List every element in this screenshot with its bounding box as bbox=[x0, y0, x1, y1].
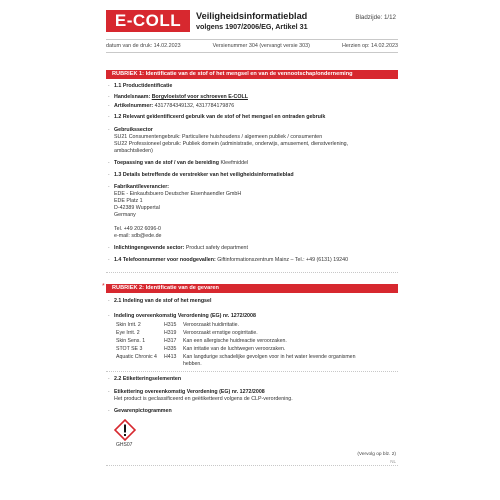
labelling-label: Etikettering overeenkomstig Verordening (EG) nr. 1272/2008 bbox=[114, 389, 265, 395]
hazard-text-cont: hebben. bbox=[183, 361, 202, 367]
bullet: · bbox=[108, 172, 110, 178]
hazard-text: Kan een allergische huidreactie veroorzaken. bbox=[183, 338, 287, 344]
address-line-1: EDE - Einkaufsbuero Deutscher Eisenhaendler GmbH bbox=[114, 191, 242, 197]
info-sector-row bbox=[114, 245, 248, 252]
article-number-row bbox=[114, 103, 234, 110]
divider bbox=[106, 52, 398, 53]
su21-line: SU21 Consumentengebruik: Particuliere huishoudens / algemeen publiek / consumenten bbox=[114, 134, 323, 140]
heading-2-2: 2.2 Etiketteringselementen bbox=[114, 376, 182, 382]
bullet: · bbox=[108, 83, 110, 89]
bullet: · bbox=[108, 184, 110, 190]
version-number: Versienummer 304 (vervangt versie 303) bbox=[212, 43, 310, 49]
manufacturer-label: Fabrikant/leverancier: bbox=[114, 184, 170, 190]
hazard-class: Eye Irrit. 2 bbox=[116, 330, 140, 336]
hazard-text: Veroorzaakt ernstige oogirritatie. bbox=[183, 330, 258, 336]
hazard-text: Veroorzaakt huidirritatie. bbox=[183, 322, 239, 328]
document-title: Veiligheidsinformatieblad bbox=[196, 11, 308, 21]
bullet: · bbox=[108, 114, 110, 120]
hazard-class: Skin Irrit. 2 bbox=[116, 322, 141, 328]
hazard-text: Kan irritatie van de luchtwegen veroorzaken. bbox=[183, 346, 286, 352]
hazard-class: STOT SE 3 bbox=[116, 346, 143, 352]
ghs07-exclamation-icon bbox=[114, 419, 136, 441]
hazard-code: H335 bbox=[164, 346, 177, 352]
bullet: · bbox=[108, 245, 110, 251]
document-subtitle: volgens 1907/2006/EG, Artikel 31 bbox=[196, 22, 308, 31]
address-line-4: Germany bbox=[114, 212, 136, 218]
bullet: · bbox=[108, 103, 110, 109]
continued-note: (Vervolg op blz. 2) bbox=[357, 452, 396, 457]
info-sector-value: Product safety department bbox=[185, 245, 248, 251]
labelling-text: Het product is geclassificeerd en geëtiketteerd volgens de CLP-verordening. bbox=[114, 396, 293, 402]
su22-line: SU22 Professioneel gebruik: Publiek domein (administratie, onderwijs, amusement, dienstverlening, bbox=[114, 141, 349, 147]
address-line-2: EDE Platz 1 bbox=[114, 198, 143, 204]
section-header-2: RUBRIEK 2: Identificatie van de gevaren bbox=[106, 284, 398, 293]
application-value: Kleefmiddel bbox=[220, 160, 249, 166]
hazard-code: H319 bbox=[164, 330, 177, 336]
email[interactable]: e-mail: sdb@ede.de bbox=[114, 233, 162, 239]
hazard-class: Aquatic Chronic 4 bbox=[116, 354, 157, 360]
pictogram-label: Gevarenpictogrammen bbox=[114, 408, 172, 414]
address-line-3: D-42389 Wuppertal bbox=[114, 205, 160, 211]
bullet: · bbox=[108, 376, 110, 382]
trade-name-row bbox=[114, 94, 248, 101]
bullet: · bbox=[108, 94, 110, 100]
hazard-code: H413 bbox=[164, 354, 177, 360]
article-number-value: 4317784349132, 4317784179876 bbox=[154, 103, 235, 109]
trade-name-label: Handelsnaam: bbox=[114, 94, 151, 100]
dotted-divider bbox=[106, 371, 398, 372]
ghs-code: GHS07 bbox=[116, 442, 133, 448]
article-number-label: Artikelnummer: bbox=[114, 103, 154, 109]
hazard-class: Skin Sens. 1 bbox=[116, 338, 146, 344]
application-row bbox=[114, 160, 248, 167]
dotted-divider bbox=[106, 272, 398, 273]
e-coll-logo: E-COLL bbox=[106, 10, 190, 32]
bullet: · bbox=[108, 257, 110, 263]
change-marker: * bbox=[102, 283, 105, 290]
bullet: · bbox=[108, 127, 110, 133]
divider bbox=[106, 39, 398, 40]
telephone: Tel. +49 202 6096-0 bbox=[114, 226, 161, 232]
emergency-phone-label: 1.4 Telefoonnummer voor noodgevallen: bbox=[114, 257, 216, 263]
section-header-1: RUBRIEK 1: Identificatie van de stof of het mengsel en van de vennootschap/onderneming bbox=[106, 70, 398, 79]
heading-2-1: 2.1 Indeling van de stof of het mengsel bbox=[114, 298, 212, 304]
hazard-code: H317 bbox=[164, 338, 177, 344]
heading-1-1: 1.1 Productidentificatie bbox=[114, 83, 173, 89]
trade-name-value: Borgvloeistof voor schroeven E-COLL bbox=[151, 94, 248, 100]
hazard-code: H315 bbox=[164, 322, 177, 328]
info-sector-label: Inlichtingengevende sector: bbox=[114, 245, 185, 251]
su22-cont: ambachtslieden) bbox=[114, 148, 153, 154]
meta-row bbox=[106, 43, 398, 49]
emergency-phone-row bbox=[114, 257, 348, 264]
language-code: NL bbox=[390, 459, 396, 464]
bullet: · bbox=[108, 313, 110, 319]
heading-1-2: 1.2 Relevant geïdentificeerd gebruik van de stof of het mengsel en ontraden gebruik bbox=[114, 114, 326, 120]
sector-label: Gebruikssector bbox=[114, 127, 153, 133]
classification-label: Indeling overeenkomstig Verordening (EG) nr. 1272/2008 bbox=[114, 313, 256, 319]
bullet: · bbox=[108, 298, 110, 304]
page-number: Bladzijde: 1/12 bbox=[355, 14, 396, 21]
bullet: · bbox=[108, 408, 110, 414]
bullet: · bbox=[108, 389, 110, 395]
print-date: datum van de druk: 14.02.2023 bbox=[106, 43, 181, 49]
revision-date: Herzien op: 14.02.2023 bbox=[341, 43, 398, 49]
application-label: Toepassing van de stof / van de bereiding bbox=[114, 160, 219, 166]
heading-1-3: 1.3 Details betreffende de verstrekker van het veiligheidsinformatieblad bbox=[114, 172, 294, 178]
bullet: · bbox=[108, 160, 110, 166]
emergency-phone-value: Giftinformationszentrum Mainz – Tel.: +49 (6131) 19240 bbox=[217, 257, 349, 263]
dotted-divider bbox=[106, 465, 398, 466]
hazard-text: Kan langdurige schadelijke gevolgen voor in het water levende organismen bbox=[183, 354, 356, 360]
